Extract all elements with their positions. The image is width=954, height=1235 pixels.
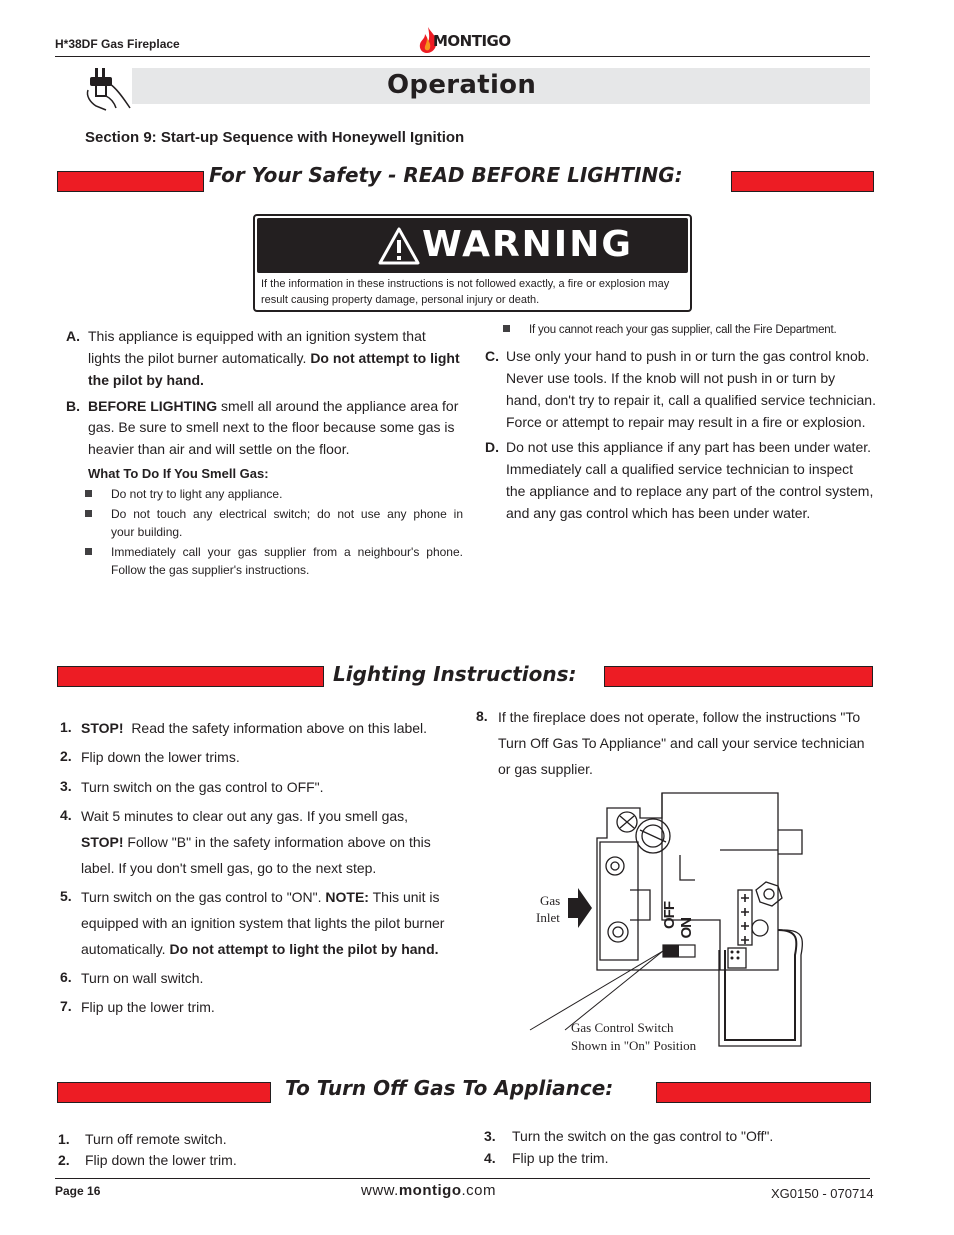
- lighting-step-1: STOP! Read the safety information above on this label.: [81, 720, 428, 736]
- lighting-step-2: Flip down the lower trims.: [81, 749, 240, 765]
- bullet-square: [85, 490, 92, 497]
- smell-heading: What To Do If You Smell Gas:: [88, 466, 269, 481]
- gas-inlet-label-2: Inlet: [536, 910, 560, 925]
- bullet-square: [85, 548, 92, 555]
- item-d-line1: Do not use this appliance if any part has been under water.: [506, 439, 872, 455]
- logo-wordmark: MONTIGO: [433, 32, 511, 50]
- item-b-label: B.: [66, 398, 80, 414]
- item-d-line3: the appliance and to replace any part of the control system,: [506, 483, 874, 499]
- item-c-label: C.: [485, 348, 499, 364]
- red-bar-right: [604, 666, 873, 687]
- red-bar-left: [57, 666, 324, 687]
- switch-label-1: Gas Control Switch: [571, 1020, 674, 1035]
- turnoff-step-4: Flip up the trim.: [512, 1150, 609, 1166]
- smell-bullet-2b: your building.: [111, 525, 183, 539]
- turnoff-step-3: Turn the switch on the gas control to "Off".: [512, 1128, 774, 1144]
- lighting-step-6: Turn on wall switch.: [81, 970, 204, 986]
- lighting-step-5-line1: Turn switch on the gas control to "ON". NOTE: This unit is: [81, 889, 440, 905]
- warning-text: If the information in these instructions is not followed exactly, a fire or explosion may result causing property damage, personal injury or death.: [261, 278, 670, 306]
- step-number: 2.: [58, 1152, 70, 1168]
- item-a-line3: the pilot by hand.: [88, 372, 204, 388]
- red-bar-right: [656, 1082, 871, 1103]
- step-number: 4.: [60, 807, 72, 823]
- step-number: 2.: [60, 748, 72, 764]
- doc-code: XG0150 - 070714: [771, 1186, 874, 1201]
- off-label: OFF: [661, 902, 678, 929]
- step-number: 5.: [60, 888, 72, 904]
- page-number: Page 16: [55, 1184, 101, 1198]
- lighting-step-5-line2: equipped with an ignition system that lights the pilot burner: [81, 915, 445, 931]
- red-bar-right: [731, 171, 874, 192]
- step-number: 1.: [60, 719, 72, 735]
- smell-bullet-3: Immediately call your gas supplier from a neighbour's phone.: [111, 545, 463, 559]
- item-d-label: D.: [485, 439, 499, 455]
- turnoff-step-2: Flip down the lower trim.: [85, 1152, 237, 1168]
- lighting-step-4-line1: Wait 5 minutes to clear out any gas. If you smell gas,: [81, 808, 409, 824]
- item-c-line4: Force or attempt to repair may result in a fire or explosion.: [506, 414, 866, 430]
- item-b-line1: BEFORE LIGHTING smell all around the appliance area for: [88, 398, 459, 414]
- gas-control-diagram: [520, 790, 810, 1055]
- smell-bullet-2: Do not touch any electrical switch; do not use any phone in: [111, 507, 463, 521]
- footer-rule: [55, 1178, 870, 1179]
- item-c-line2: Never use tools. If the knob will not push in or turn by: [506, 370, 836, 386]
- bullet-square: [85, 510, 92, 517]
- item-a-line2: lights the pilot burner automatically. Do not attempt to light: [88, 350, 460, 366]
- section-title: Section 9: Start-up Sequence with Honeywell Ignition: [85, 129, 465, 146]
- montigo-logo: [416, 24, 526, 54]
- step-number: 6.: [60, 969, 72, 985]
- item-d-line2: Immediately call a qualified service technician to inspect: [506, 461, 854, 477]
- item-b-line3: heavier than air and will settle on the floor.: [88, 441, 350, 457]
- lighting-step-8-line1: If the fireplace does not operate, follow the instructions "To: [498, 709, 861, 725]
- warning-triangle-icon: [377, 226, 421, 266]
- gas-inlet-label-1: Gas: [540, 893, 561, 908]
- item-a-label: A.: [66, 328, 80, 344]
- switch-label-2: Shown in "On" Position: [571, 1038, 697, 1053]
- step-number: 4.: [484, 1150, 496, 1166]
- warning-box: [253, 214, 692, 312]
- lighting-step-7: Flip up the lower trim.: [81, 999, 215, 1015]
- fire-dept-bullet: If you cannot reach your gas supplier, call the Fire Department.: [529, 324, 837, 336]
- operation-banner: [132, 68, 870, 104]
- lighting-heading: Lighting Instructions:: [333, 662, 577, 686]
- plug-hand-icon: [84, 66, 132, 112]
- safety-heading: For Your Safety - READ BEFORE LIGHTING:: [209, 163, 683, 187]
- item-b-line2: gas. Be sure to smell next to the floor because some gas is: [88, 419, 455, 435]
- smell-bullet-3b: Follow the gas supplier's instructions.: [111, 563, 310, 577]
- step-number: 7.: [60, 998, 72, 1014]
- turnoff-step-1: Turn off remote switch.: [85, 1131, 227, 1147]
- smell-bullet-1: Do not try to light any appliance.: [111, 487, 283, 501]
- item-c-line3: hand, don't try to repair it, call a qualified service technician.: [506, 392, 876, 408]
- step-number: 3.: [484, 1128, 496, 1144]
- item-a-line1: This appliance is equipped with an ignition system that: [88, 328, 426, 344]
- red-bar-left: [57, 171, 204, 192]
- item-c-line1: Use only your hand to push in or turn the gas control knob.: [506, 348, 870, 364]
- lighting-step-4-line3: label. If you don't smell gas, go to the next step.: [81, 860, 377, 876]
- bullet-square: [503, 325, 510, 332]
- step-number: 3.: [60, 778, 72, 794]
- page-title: Operation: [387, 70, 537, 100]
- item-d-line4: and any gas control which has been under water.: [506, 505, 811, 521]
- lighting-step-4-line2: STOP! Follow "B" in the safety information above on this: [81, 834, 431, 850]
- lighting-step-8-line3: or gas supplier.: [498, 761, 593, 777]
- step-number: 1.: [58, 1131, 70, 1147]
- lighting-step-5-line3: automatically. Do not attempt to light the pilot by hand.: [81, 941, 439, 957]
- turnoff-heading: To Turn Off Gas To Appliance:: [285, 1076, 614, 1100]
- document-model: H*38DF Gas Fireplace: [55, 37, 180, 51]
- on-label: ON: [678, 918, 695, 939]
- red-bar-left: [57, 1082, 271, 1103]
- footer-url: www.montigo.com: [361, 1182, 497, 1199]
- lighting-step-3: Turn switch on the gas control to OFF".: [81, 779, 324, 795]
- lighting-step-8-line2: Turn Off Gas To Appliance" and call your service technician: [498, 735, 865, 751]
- warning-word: WARNING: [422, 224, 633, 265]
- header-rule: [55, 56, 870, 57]
- warning-header: [257, 218, 688, 273]
- step-number: 8.: [476, 708, 488, 724]
